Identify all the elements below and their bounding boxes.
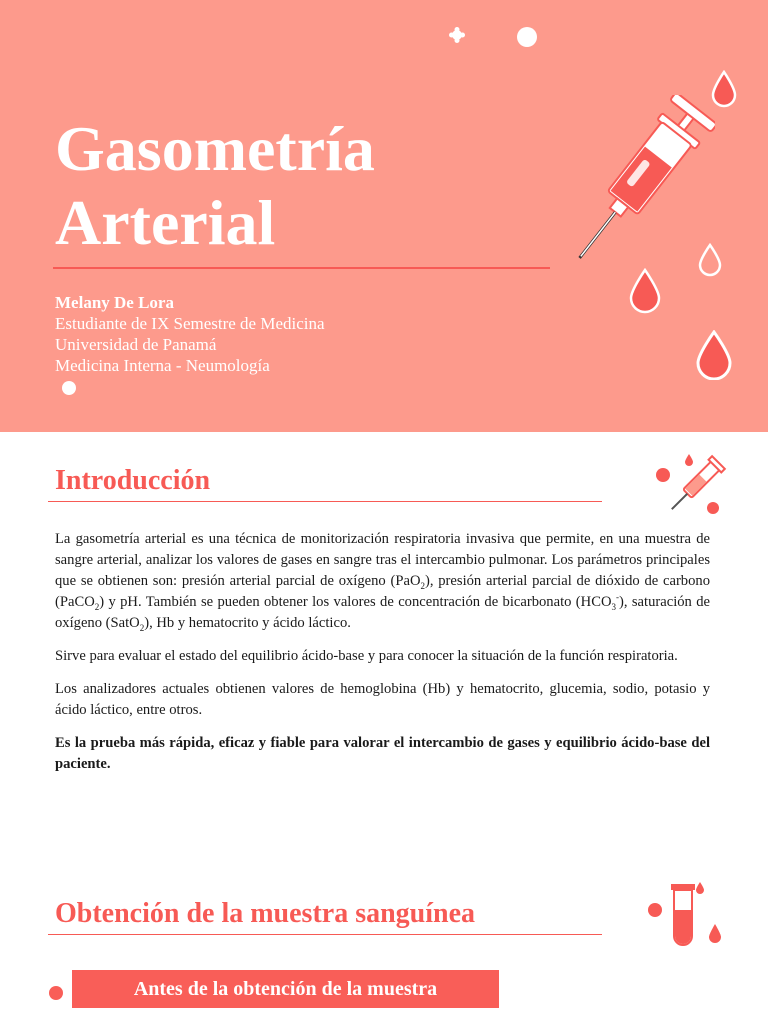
test-tube-icon: [645, 880, 727, 952]
decor-dot: [517, 27, 537, 47]
section-divider: [48, 934, 602, 935]
title-banner: [0, 0, 768, 432]
blood-drop-icon: [710, 70, 738, 108]
sparkle-icon: [449, 27, 465, 43]
document-title: Gasometría Arterial: [55, 113, 375, 258]
author-university: Universidad de Panamá: [55, 335, 217, 354]
author-name: Melany De Lora: [55, 293, 174, 312]
intro-paragraph-3: Los analizadores actuales obtienen valores de hemoglobina (Hb) y hematocrito, glucemia, sodio, potasio y ácido láctico, entre otros.: [55, 681, 710, 718]
intro-paragraph-2: Sirve para evaluar el estado del equilibrio ácido-base y para conocer la situación de la función respiratoria.: [55, 648, 678, 664]
blood-drop-icon: [627, 268, 663, 314]
subsection-label: Antes de la obtención de la muestra: [72, 970, 499, 1008]
intro-paragraph-4: Es la prueba más rápida, eficaz y fiable para valorar el intercambio de gases y equilibrio ácido-base del paciente.: [55, 735, 710, 772]
title-divider: [53, 267, 550, 269]
blood-drop-icon: [694, 330, 734, 380]
author-department: Medicina Interna - Neumología: [55, 356, 270, 375]
section-divider: [48, 501, 602, 502]
bullet-dot: [49, 986, 63, 1000]
author-block: [55, 292, 325, 376]
syringe-small-icon: [655, 452, 727, 524]
section-heading-introduccion: Introducción: [55, 465, 211, 496]
section-heading-obtencion: Obtención de la muestra sanguínea: [55, 898, 476, 929]
intro-body: [55, 529, 710, 787]
intro-paragraph-1: La gasometría arterial es una técnica de monitorización respiratoria invasiva que permite, en una muestra de sangre arterial, analizar los valores de gases en sangre tras el intercambio pulmonar. Los parámetros principales que se obtienen son: presión arterial parcial de oxígeno (PaO$_2$), presión arterial parcial de dióxido de carbono (PaCO$_2$) y pH. También se pueden obtener los valores de concentración de bicarbonato $(HCO_3^-)$, saturación de oxígeno (SatO$_2$), Hb y hematocrito y ácido láctico.: [55, 531, 710, 633]
decor-dot: [62, 381, 76, 395]
syringe-icon: [555, 95, 715, 280]
author-role: Estudiante de IX Semestre de Medicina: [55, 314, 325, 333]
blood-drop-icon: [697, 243, 723, 277]
